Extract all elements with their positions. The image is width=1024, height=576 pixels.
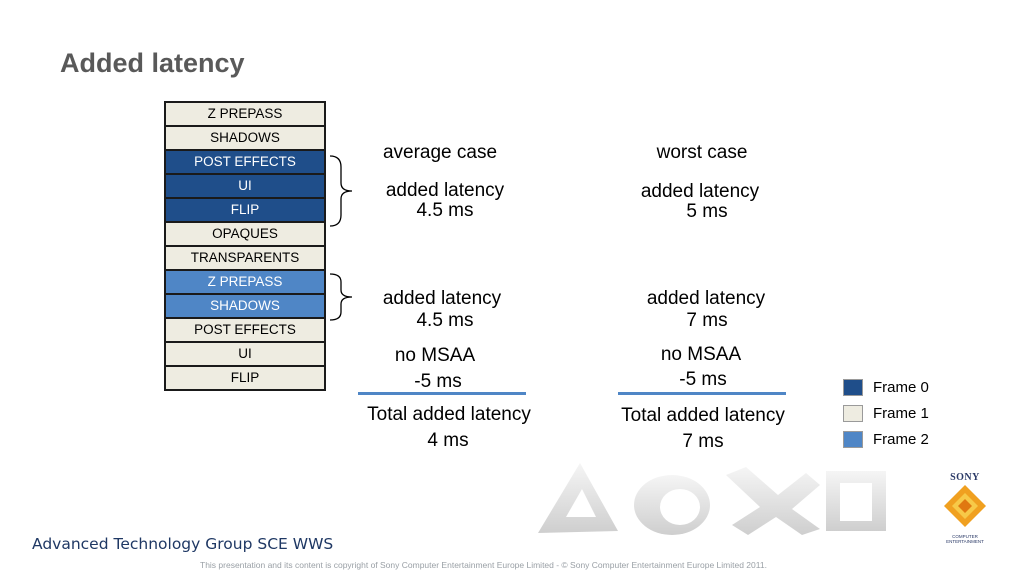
sony-wordmark: SONY	[950, 472, 980, 483]
average-first-value: 4.5 ms	[416, 200, 474, 221]
worst-msaa-label: no MSAA	[660, 344, 742, 365]
pipeline-stage: TRANSPARENTS	[166, 247, 324, 269]
legend-swatch	[843, 405, 863, 422]
pipeline-stage: Z PREPASS	[166, 271, 324, 293]
legend-item-frame-2	[843, 426, 929, 452]
worst-first-label: added latency	[640, 181, 760, 202]
pipeline-stage: FLIP	[166, 367, 324, 389]
worst-total-label: Total added latency	[621, 405, 785, 426]
sony-diamond-icon	[942, 483, 988, 529]
playstation-shapes-image	[520, 455, 920, 535]
pipeline-stage: Z PREPASS	[166, 103, 324, 125]
legend-label: Frame 2	[873, 430, 929, 448]
worst-first-value: 5 ms	[686, 201, 728, 222]
average-second-value: 4.5 ms	[416, 310, 474, 331]
legend-swatch	[843, 379, 863, 396]
average-sum-line	[358, 392, 526, 395]
average-second-label: added latency	[382, 288, 502, 309]
pipeline-stage: UI	[166, 175, 324, 197]
pipeline-stage: SHADOWS	[166, 127, 324, 149]
worst-second-label: added latency	[646, 288, 766, 309]
frame-legend	[843, 374, 929, 452]
square-shape	[826, 471, 886, 531]
average-case-header: average case	[382, 142, 498, 163]
pipeline-stage: POST EFFECTS	[166, 151, 324, 173]
sony-logo	[938, 472, 992, 544]
worst-case-header: worst case	[656, 142, 748, 163]
worst-sum-line	[618, 392, 786, 395]
worst-second-value: 7 ms	[686, 310, 728, 331]
footer-copyright: This presentation and its content is copyright of Sony Computer Entertainment Europe Limited - © Sony Computer Entertainment Europe Limited 2011.	[200, 560, 767, 570]
average-msaa-label: no MSAA	[394, 345, 476, 366]
legend-item-frame-1	[843, 400, 929, 426]
pipeline-stage: OPAQUES	[166, 223, 324, 245]
slide-title: Added latency	[60, 48, 245, 78]
average-total-value: 4 ms	[427, 430, 469, 451]
pipeline-table	[164, 101, 326, 391]
sony-subtitle: COMPUTER ENTERTAINMENT	[946, 534, 984, 544]
pipeline-stage: UI	[166, 343, 324, 365]
legend-label: Frame 1	[873, 404, 929, 422]
pipeline-stage: FLIP	[166, 199, 324, 221]
average-first-label: added latency	[385, 180, 505, 201]
worst-total-value: 7 ms	[682, 431, 724, 452]
cross-shape	[726, 467, 820, 535]
average-msaa-value: -5 ms	[414, 371, 462, 392]
average-total-label: Total added latency	[367, 404, 531, 425]
worst-msaa-value: -5 ms	[679, 369, 727, 390]
pipeline-stage: POST EFFECTS	[166, 319, 324, 341]
legend-swatch	[843, 431, 863, 448]
triangle-shape	[538, 463, 618, 533]
footer-group-name: Advanced Technology Group SCE WWS	[32, 535, 334, 553]
legend-item-frame-0	[843, 374, 929, 400]
legend-label: Frame 0	[873, 378, 929, 396]
pipeline-stage: SHADOWS	[166, 295, 324, 317]
